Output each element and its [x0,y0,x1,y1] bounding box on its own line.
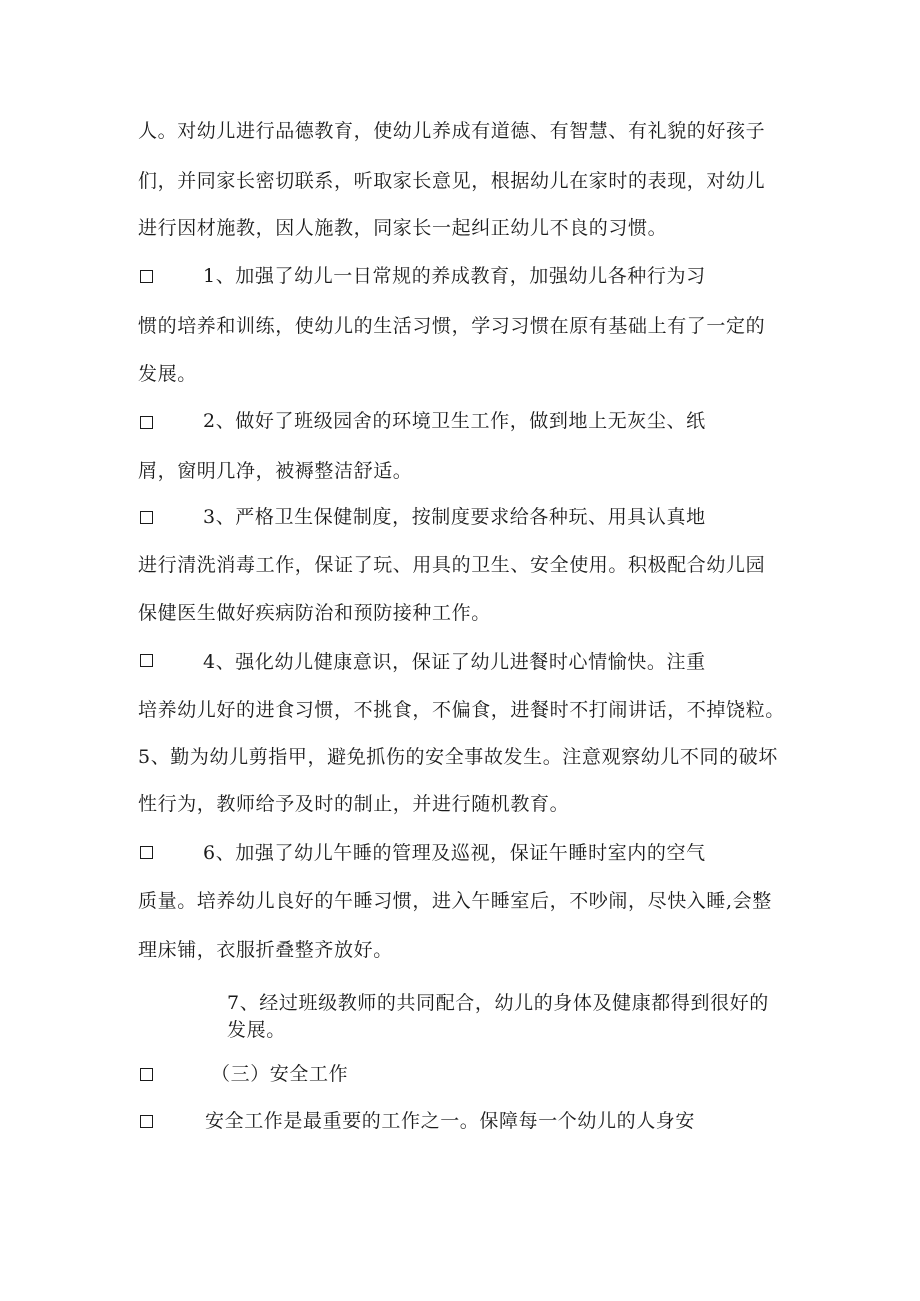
paragraph-line: 培养幼儿好的进食习惯，不挑食，不偏食，进餐时不打闹讲话，不掉饶粒。 [138,699,785,721]
paragraph-line: 质量。培养幼儿良好的午睡习惯，进入午睡室后，不吵闹，尽快入睡,会整 [138,890,772,912]
paragraph-line: 保健医生做好疾病防治和预防接种工作。 [138,602,491,624]
paragraph-line: 理床铺，衣服折叠整齐放好。 [138,939,393,961]
paragraph-line: 发展。 [227,1019,286,1041]
paragraph-line: 7、经过班级教师的共同配合，幼儿的身体及健康都得到很好的 [227,992,769,1014]
section-heading: （三）安全工作 [211,1063,349,1085]
paragraph-line: 人。对幼儿进行品德教育，使幼儿养成有道德、有智慧、有礼貌的好孩子 [138,120,766,142]
list-item-heading: 1、加强了幼儿一日常规的养成教育，加强幼儿各种行为习 [203,265,706,287]
paragraph-line: 们，并同家长密切联系，听取家长意见，根据幼儿在家时的表现，对幼儿 [138,170,766,192]
paragraph-line: 性行为，教师给予及时的制止，并进行随机教育。 [138,793,570,815]
paragraph-line: 进行因材施教，因人施教，同家长一起纠正幼儿不良的习惯。 [138,217,668,239]
list-item-heading: 2、做好了班级园舍的环境卫生工作，做到地上无灰尘、纸 [203,410,706,432]
checkbox-icon [140,654,153,667]
checkbox-icon [140,416,153,429]
paragraph-line: 屑，窗明几净，被褥整洁舒适。 [138,460,413,482]
paragraph-line: 进行清洗消毒工作，保证了玩、用具的卫生、安全使用。积极配合幼儿园 [138,554,766,576]
list-item-heading: 4、强化幼儿健康意识，保证了幼儿进餐时心情愉快。注重 [203,651,706,673]
checkbox-icon [140,1115,153,1128]
list-item-heading: 安全工作是最重要的工作之一。保障每一个幼儿的人身安 [205,1110,696,1132]
checkbox-icon [140,270,153,283]
paragraph-line: 发展。 [138,363,197,385]
list-item-heading: 6、加强了幼儿午睡的管理及巡视，保证午睡时室内的空气 [203,842,706,864]
paragraph-line: 惯的培养和训练，使幼儿的生活习惯，学习习惯在原有基础上有了一定的 [138,315,766,337]
paragraph-line: 5、勤为幼儿剪指甲，避免抓伤的安全事故发生。注意观察幼儿不同的破坏 [138,746,778,768]
list-item-heading: 3、严格卫生保健制度，按制度要求给各种玩、用具认真地 [203,506,706,528]
checkbox-icon [140,511,153,524]
checkbox-icon [140,846,153,859]
checkbox-icon [140,1068,153,1081]
